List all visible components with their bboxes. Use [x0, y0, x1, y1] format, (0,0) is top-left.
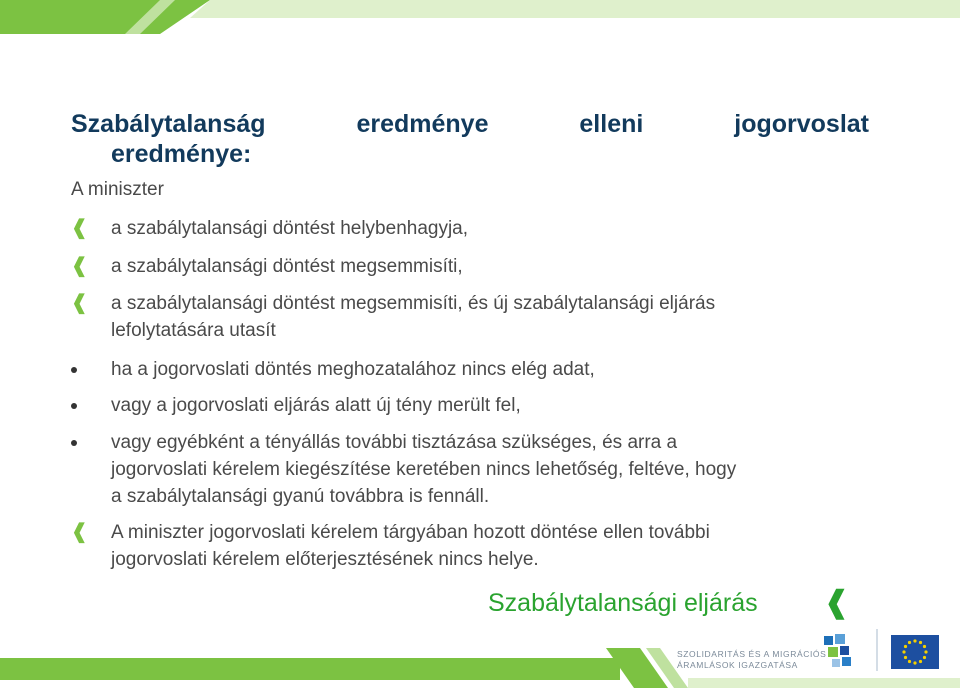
slide-title [71, 109, 869, 169]
title-line-2: eredménye: [111, 140, 252, 168]
title-word-3: elleni [579, 110, 644, 138]
slide-subtitle: A miniszter [71, 179, 164, 200]
footer-title: Szabálytalansági eljárás [488, 589, 758, 617]
agency-logo-text [677, 649, 826, 671]
list-item-line: lefolytatására utasít [111, 320, 276, 341]
list-item-line: a szabálytalansági gyanú továbbra is fennáll. [111, 486, 490, 507]
dot-bullet-icon [71, 403, 77, 409]
title-word-2: eredménye [356, 110, 489, 138]
dot-bullet-icon [71, 367, 77, 373]
eu-flag-icon [891, 635, 939, 674]
chevron-bullet-icon: ❰ [71, 255, 88, 277]
list-item-line: jogorvoslati kérelem kiegészítése keretében nincs lehetőség, feltéve, hogy [111, 459, 737, 480]
top-decorative-band [0, 0, 960, 34]
list-item-line: vagy a jogorvoslati eljárás alatt új tény merült fel, [111, 395, 521, 416]
list-item-line: jogorvoslati kérelem előterjesztésének nincs helye. [111, 549, 539, 570]
list-item-line: A miniszter jogorvoslati kérelem tárgyában hozott döntése ellen további [111, 522, 710, 543]
agency-name-line-2: ÁRAMLÁSOK IGAZGATÁSA [677, 660, 798, 670]
list-item-line: vagy egyébként a tényállás további tisztázása szükséges, és arra a [111, 432, 678, 453]
chevron-bullet-icon: ❰ [71, 292, 88, 314]
list-item-line: a szabálytalansági döntést helybenhagyja, [111, 218, 469, 239]
footer-chevron-icon: ❰ [824, 586, 850, 619]
agency-name-line-1: SZOLIDARITÁS ÉS A MIGRÁCIÓS [677, 649, 827, 659]
chevron-bullet-icon: ❰ [71, 521, 88, 543]
title-word-4: jogorvoslat [734, 110, 869, 138]
dot-bullet-icon [71, 440, 77, 446]
list-item-line: a szabálytalansági döntést megsemmisíti, [111, 256, 463, 277]
title-word-1: Szabálytalanság [71, 110, 266, 138]
footer-divider [876, 629, 878, 671]
chevron-bullet-icon: ❰ [71, 217, 88, 239]
list-item-line: ha a jogorvoslati döntés meghozatalához nincs elég adat, [111, 359, 595, 380]
list-item-line: a szabálytalansági döntést megsemmisíti, és új szabálytalansági eljárás [111, 293, 716, 314]
